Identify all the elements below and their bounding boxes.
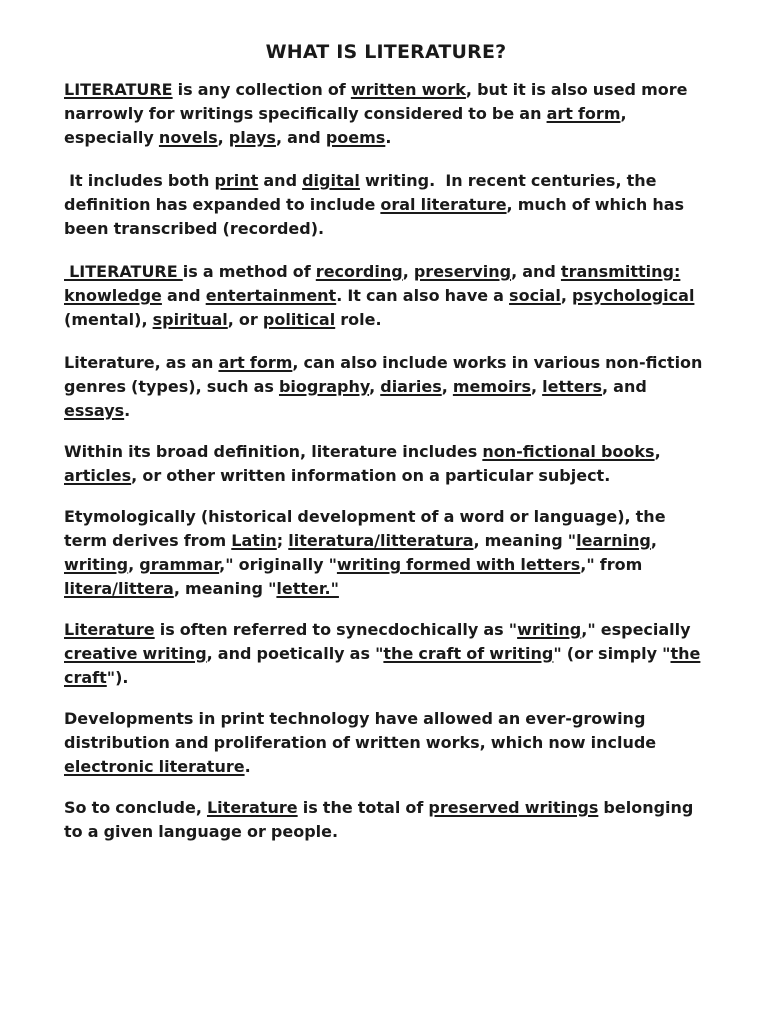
paragraph-text: and [161,286,206,305]
underlined-term: litera/littera [64,579,174,598]
underlined-term: print [214,171,259,190]
paragraph-7 [64,618,708,690]
paragraph-text: is the total of [297,798,429,817]
paragraph-text: , and [602,377,647,396]
paragraph-text: , or [227,310,263,329]
paragraph-text: Etymologically (historical development of a word or language), the term derives from [64,507,666,550]
underlined-term: spiritual [152,310,228,329]
paragraph-text: ; [276,531,289,550]
underlined-term: essays [64,401,125,420]
underlined-term: social [509,286,561,305]
paragraph-3 [64,260,708,332]
underlined-term: the craft [64,644,701,687]
paragraph-text: ," especially [581,620,691,639]
underlined-term: psychological [571,286,695,305]
paragraph-text: , especially [64,104,627,147]
paragraph-text: " (or simply " [553,644,671,663]
paragraph-text: Literature, as an [64,353,219,372]
paragraph-text: , or other written information on a particular subject. [131,466,611,485]
underlined-term: writing formed with letters [336,555,581,574]
paragraph-text: role. [335,310,382,329]
paragraph-text: , and [275,128,326,147]
underlined-term: biography [278,377,370,396]
paragraph-text: , and poetically as " [206,644,384,663]
paragraph-text: , much of which has been transcribed (recorded). [64,195,685,238]
underlined-term: novels [158,128,218,147]
paragraph-text: , [369,377,381,396]
paragraph-text: belonging to a given language or people. [64,798,694,841]
underlined-term: letter." [276,579,339,598]
paragraph-text: , [560,286,572,305]
underlined-term: political [262,310,336,329]
paragraph-text: is any collection of [172,80,351,99]
underlined-term: oral literature [380,195,507,214]
paragraph-text: It includes both [64,171,215,190]
paragraph-text: and [258,171,303,190]
paragraph-text: , [654,442,661,461]
paragraph-text: , [402,262,414,281]
underlined-term: writing [64,555,129,574]
paragraph-text: . [124,401,131,420]
paragraph-8 [64,707,708,779]
underlined-term: literatura/litteratura [288,531,474,550]
paragraph-9 [64,796,708,844]
paragraph-text: , [530,377,543,396]
underlined-term: recording [315,262,403,281]
paragraph-text: , [217,128,229,147]
paragraph-text: Within its broad definition, literature includes [64,442,483,461]
underlined-term: LITERATURE [64,80,173,99]
paragraph-text: is often referred to synecdochically as " [154,620,518,639]
underlined-term: digital [302,171,360,190]
paragraph-1 [64,78,708,150]
underlined-term: writing [517,620,582,639]
underlined-term: written work [350,80,466,99]
underlined-term: memoirs [452,377,531,396]
paragraph-5 [64,440,708,488]
underlined-term: preserved writings [428,798,599,817]
paragraph-text: "). [106,668,129,687]
underlined-term: Literature [64,620,155,639]
paragraph-text: writing. In recent centuries, the definition has expanded to include [64,171,657,214]
underlined-term: learning [576,531,651,550]
page-title: WHAT IS LITERATURE? [265,41,507,63]
paragraph-text: Developments in print technology have allowed an ever-growing distribution and proliferation of written works, which now include [64,709,657,752]
paragraph-2 [64,169,708,241]
paragraph-text: (mental), [64,310,153,329]
paragraph-text: . [244,757,251,776]
paragraph-text: , and [511,262,561,281]
underlined-term: poems [325,128,386,147]
underlined-term: art form [218,353,293,372]
paragraph-text: ," originally " [219,555,337,574]
underlined-term: grammar [139,555,220,574]
underlined-term: the craft of writing [383,644,554,663]
paragraph-text: , [128,555,140,574]
paragraph-text: is a method of [182,262,316,281]
underlined-term: articles [64,466,132,485]
paragraph-text: , [650,531,657,550]
paragraph-text: , [441,377,453,396]
underlined-term: transmitting: knowledge [64,262,681,305]
underlined-term: creative writing [64,644,207,663]
paragraph-text: , meaning " [473,531,577,550]
document-body [64,78,708,844]
underlined-term: preserving [413,262,512,281]
underlined-term: Literature [206,798,298,817]
paragraph-6 [64,505,708,601]
underlined-term: entertainment [205,286,337,305]
underlined-term: letters [542,377,603,396]
underlined-term: non-fictional books [482,442,655,461]
underlined-term: art form [546,104,621,123]
paragraph-text: , but it is also used more narrowly for writings specifically considered to be an [64,80,688,123]
paragraph-text: . [385,128,392,147]
paragraph-text: . It can also have a [336,286,510,305]
paragraph-text: , can also include works in various non-fiction genres (types), such as [64,353,703,396]
paragraph-text: ," from [580,555,643,574]
underlined-term: Latin [231,531,277,550]
underlined-term: plays [228,128,276,147]
underlined-term: diaries [380,377,442,396]
underlined-term: electronic literature [64,757,245,776]
paragraph-4 [64,351,708,423]
paragraph-text: So to conclude, [64,798,207,817]
paragraph-text: , meaning " [173,579,277,598]
underlined-term: LITERATURE [64,262,183,281]
